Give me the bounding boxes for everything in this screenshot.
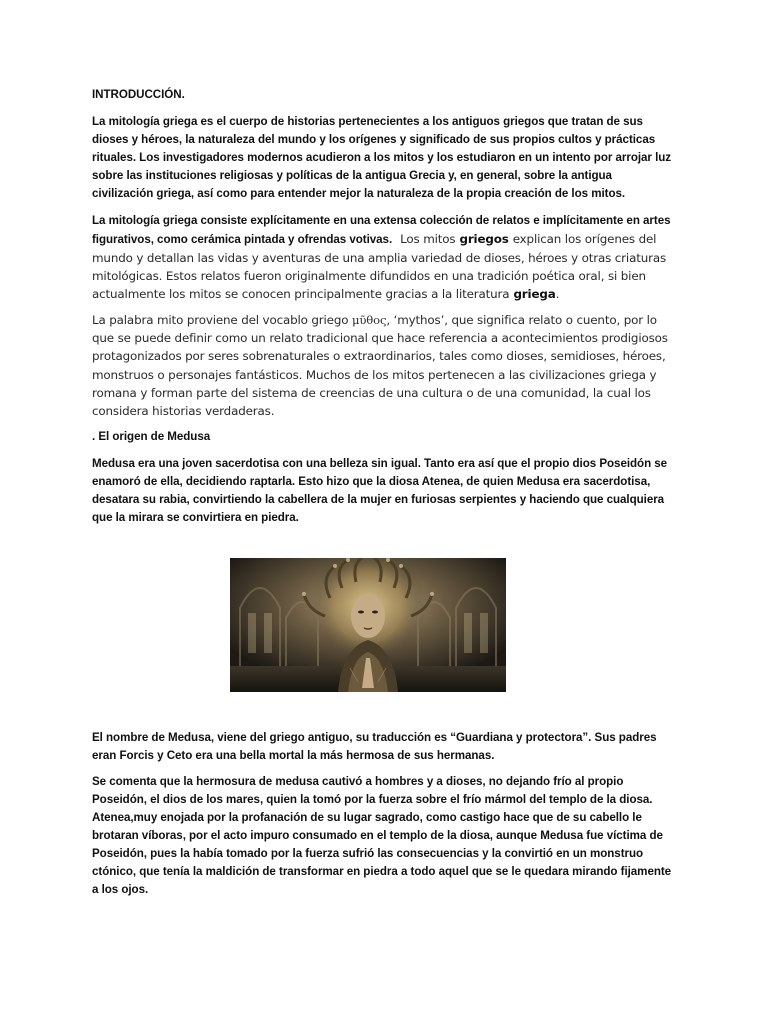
bold-word-griega: griega — [513, 287, 556, 302]
paragraph-end-period: . — [555, 287, 560, 302]
etymology-text-rest: , ‘mythos’, que significa relato o cuento, por lo que se puede definir como un relato tradicional que hace referencia a acontecimientos prodigiosos protagonizados por seres sobrenaturales o extraordinarios, tales como dioses, semidioses, héroes, monstruos o personajes fantásticos. Muchos de los mitos pertenecen a las civilizaciones griega y romana y forman parte del sistema de creencias de una cultura o de una comunidad, la cual los considera historias verdaderas. — [92, 313, 668, 418]
medusa-image — [230, 558, 506, 692]
section-subheading: . El origen de Medusa — [92, 429, 211, 443]
document-body — [92, 86, 676, 527]
paragraph-intro: La mitología griega es el cuerpo de historias pertenecientes a los antiguos griegos que tratan de sus dioses y héroes, la naturaleza del mundo y los orígenes y significado de sus propios cultos y prácticas rituales. Los investigadores modernos acudieron a los mitos y los estudiaron en un intento por arrojar luz sobre las instituciones religiosas y políticas de la antigua Grecia y, en general, sobre la antigua civilización griega, así como para entender mejor la naturaleza de la propia creación de los mitos. — [92, 115, 672, 200]
paragraph-medusa-name: El nombre de Medusa, viene del griego antiguo, su traducción es “Guardiana y protectora”. Sus padres eran Forcis y Ceto era una bella mortal la más hermosa de sus hermanas. — [92, 731, 657, 762]
etymology-text-start: La palabra mito proviene del vocablo griego — [92, 313, 349, 328]
document-heading: INTRODUCCIÓN. — [92, 88, 185, 101]
paragraph-medusa-story: Se comenta que la hermosura de medusa cautivó a hombres y a dioses, no dejando frío al propio Poseidón, el dios de los mares, quien la tomó por la fuerza sobre el frío mármol del templo de la diosa. Atenea,muy enojada por la profanación de su lugar sagrado, como castigo hace que de su cabello le brotaran víboras, por el acto impuro consumado en el templo de la diosa, aunque Medusa fue víctima de Poseidón, pues la había tomado por la fuerza sufrió las consecuencias y la convirtió en un monstruo ctónico, que tenía la maldición de transformar en piedra a todo aquel que se le quedara mirando fijamente a los ojos. — [92, 775, 672, 896]
paragraph-medusa-origin: Medusa era una joven sacerdotisa con una belleza sin igual. Tanto era así que el propio dios Poseidón se enamoró de ella, decidiendo raptarla. Esto hizo que la diosa Atenea, de quien Medusa era sacerdotisa, desatara su rabia, convirtiendo la cabellera de la mujer en furiosas serpientes y haciendo que cualquiera que la mirara se convirtiera en piedra. — [92, 456, 668, 524]
paragraph-myths-text: Los mitos — [400, 232, 456, 246]
medusa-illustration — [230, 558, 506, 692]
paragraph-mythology-collection — [92, 211, 676, 303]
paragraph-myths-detail: explican los orígenes del mundo y detallan las vidas y aventuras de una amplia variedad de dioses, héroes y otras criaturas mitológicas. Estos relatos fueron originalmente difundidos en una tradición poética oral, si bien actualmente los mitos se conocen principalmente gracias a la literatura — [92, 232, 667, 302]
greek-word-mythos: μῦθος — [352, 313, 387, 328]
paragraph-collection-text: La mitología griega consiste explícitamente en una extensa colección de relatos e implícitamente en artes figurativos, como cerámica pintada y ofrendas votivas. — [92, 214, 671, 246]
bold-word-griegos: griegos — [459, 232, 509, 246]
document-body-continued — [92, 729, 676, 907]
paragraph-myth-etymology — [92, 311, 676, 420]
